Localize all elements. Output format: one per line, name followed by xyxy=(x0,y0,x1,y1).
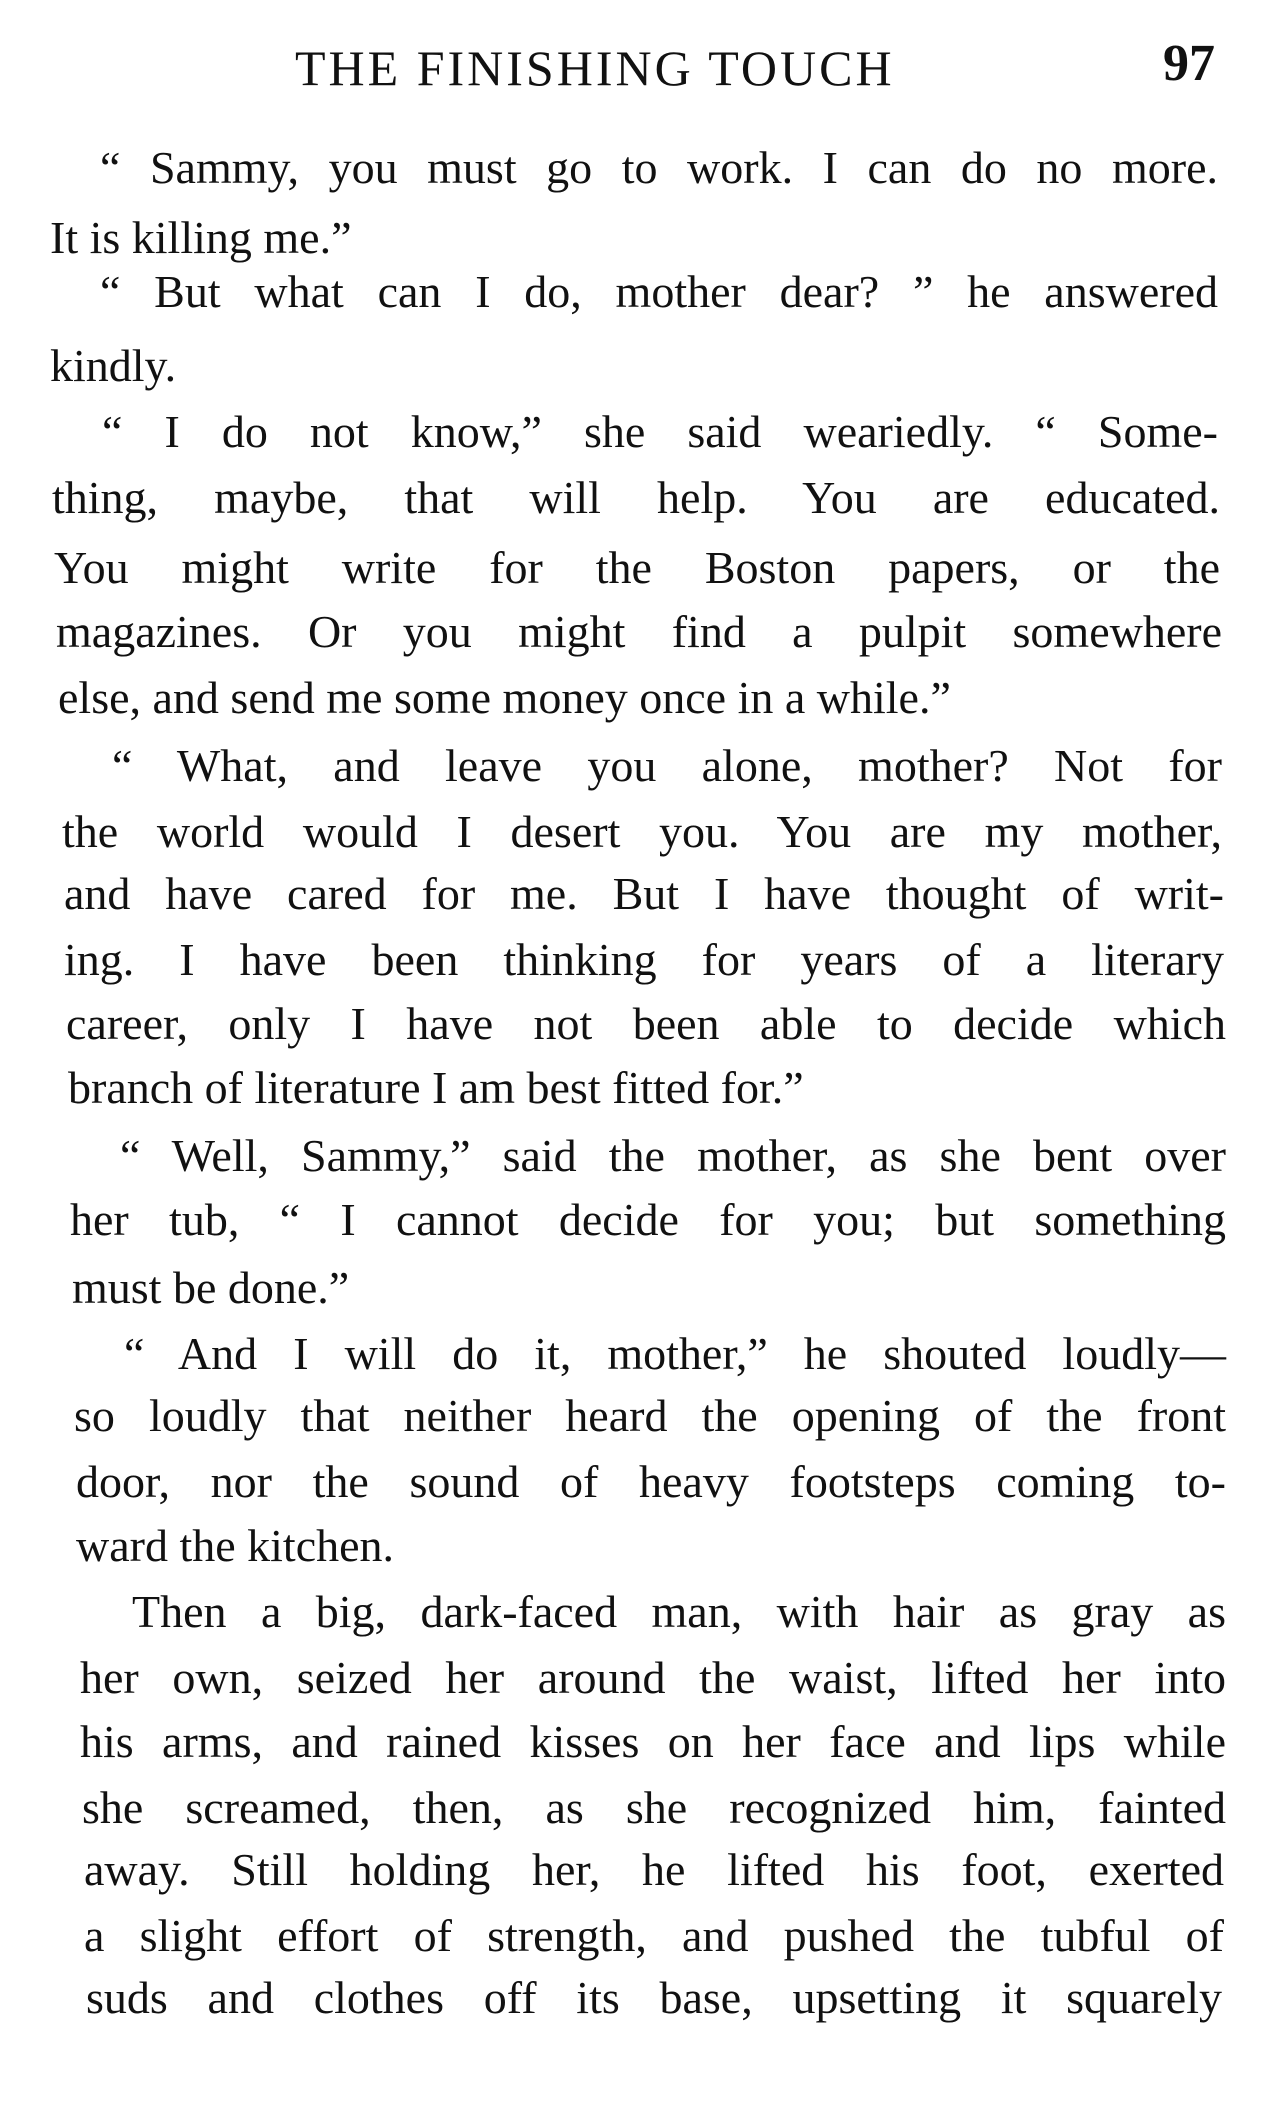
text-line: magazines. Or you might find a pulpit somewhere xyxy=(56,606,1222,657)
page-number: 97 xyxy=(1163,35,1215,92)
text-line: the world would I desert you. You are my mother, xyxy=(62,806,1222,857)
text-line: “ Well, Sammy,” said the mother, as she bent over xyxy=(120,1130,1226,1181)
text-line: and have cared for me. But I have thought of writ- xyxy=(64,868,1224,919)
text-line: suds and clothes off its base, upsetting it squarely xyxy=(86,1972,1222,2023)
text-line: ing. I have been thinking for years of a literary xyxy=(64,934,1224,985)
text-line: “ What, and leave you alone, mother? Not for xyxy=(112,740,1222,791)
text-line: her own, seized her around the waist, lifted her into xyxy=(80,1652,1226,1703)
text-line: else, and send me some money once in a while.” xyxy=(58,672,951,723)
text-line: door, nor the sound of heavy footsteps coming to- xyxy=(76,1456,1226,1507)
text-line: his arms, and rained kisses on her face and lips while xyxy=(80,1716,1226,1767)
text-line: a slight effort of strength, and pushed the tubful of xyxy=(84,1910,1224,1961)
text-line: so loudly that neither heard the opening of the front xyxy=(74,1390,1226,1441)
text-line: her tub, “ I cannot decide for you; but something xyxy=(70,1194,1226,1245)
text-line: It is killing me.” xyxy=(50,212,352,263)
text-line: Then a big, dark-faced man, with hair as gray as xyxy=(132,1586,1226,1637)
text-line: career, only I have not been able to decide which xyxy=(66,998,1226,1049)
text-line: away. Still holding her, he lifted his foot, exerted xyxy=(84,1844,1224,1895)
text-line: she screamed, then, as she recognized him, fainted xyxy=(82,1782,1226,1833)
text-line: “ I do not know,” she said weariedly. “ Some- xyxy=(102,406,1218,457)
text-line: must be done.” xyxy=(72,1262,350,1313)
text-line: thing, maybe, that will help. You are educated. xyxy=(52,472,1220,523)
text-line: “ And I will do it, mother,” he shouted loudly— xyxy=(124,1328,1226,1379)
text-line: “ But what can I do, mother dear? ” he answered xyxy=(100,266,1218,317)
text-line: “ Sammy, you must go to work. I can do no more. xyxy=(100,142,1218,193)
text-line: kindly. xyxy=(50,340,177,391)
running-head-title: THE FINISHING TOUCH xyxy=(295,40,895,96)
text-line: You might write for the Boston papers, or the xyxy=(54,542,1220,593)
text-line: ward the kitchen. xyxy=(76,1520,395,1571)
text-line: branch of literature I am best fitted for.” xyxy=(68,1062,804,1113)
